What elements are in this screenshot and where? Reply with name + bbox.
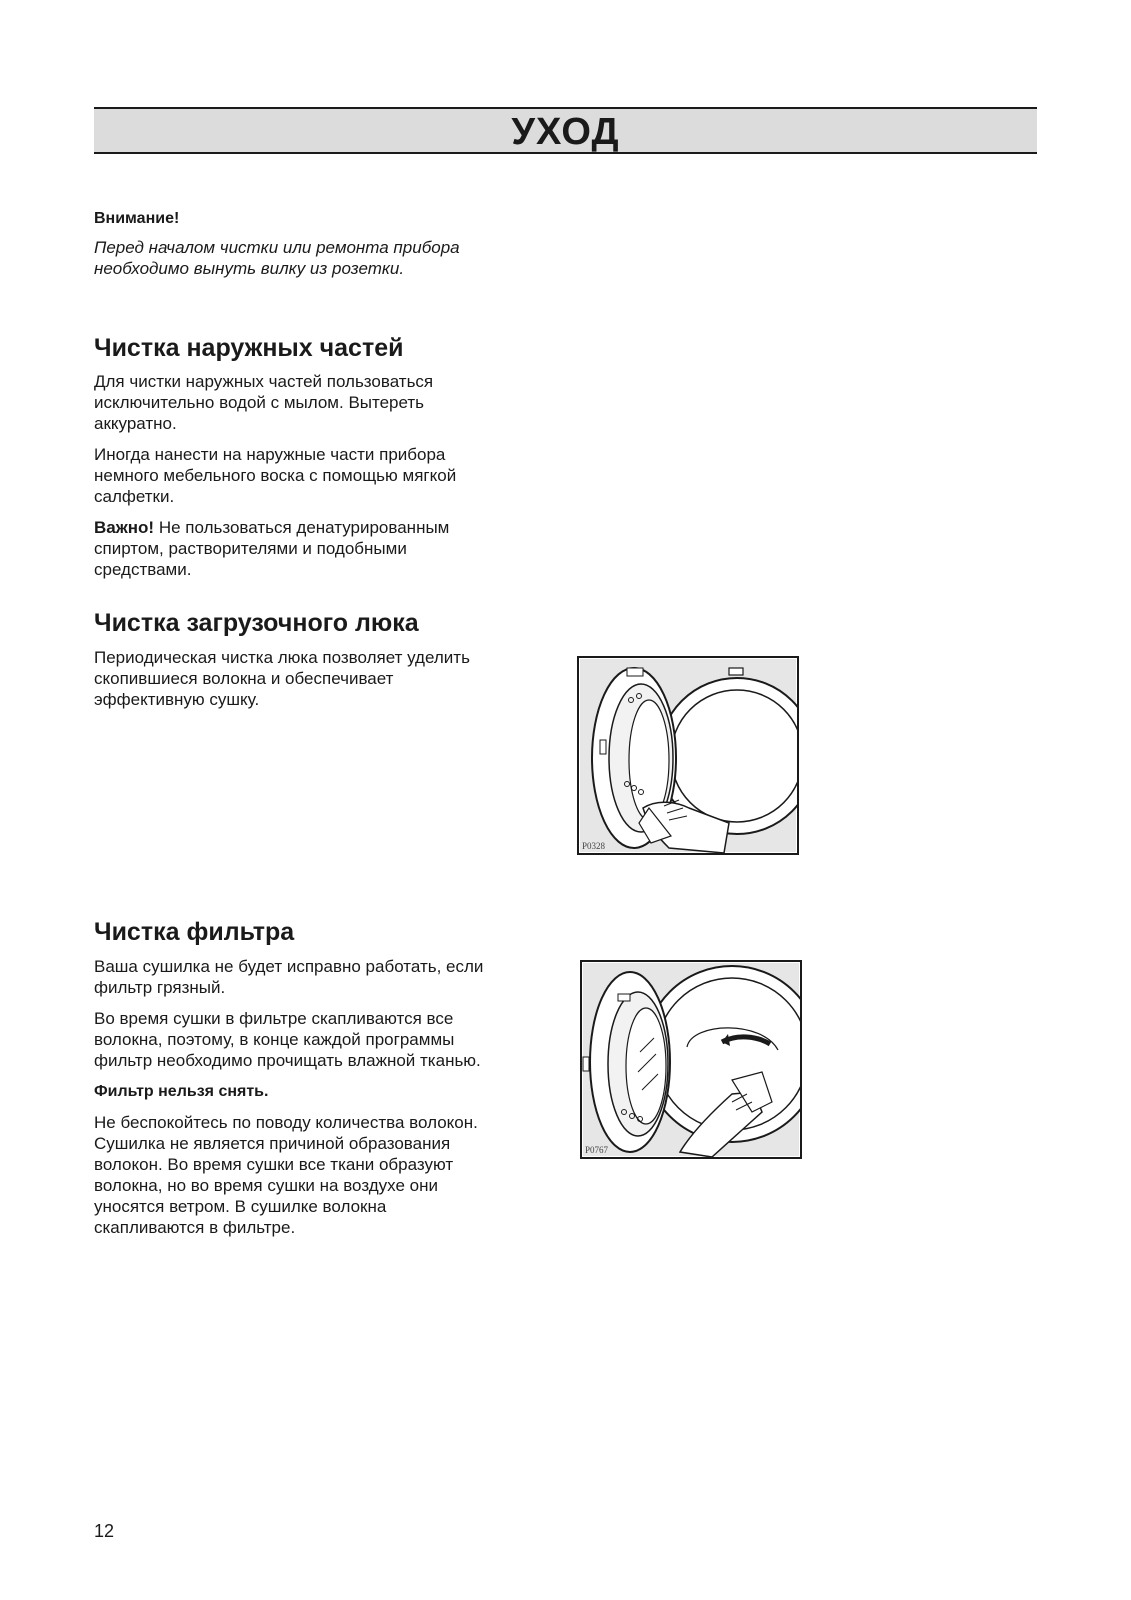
important-label: Важно! [94, 518, 155, 537]
text-line: спиртом, растворителями и подобными [94, 539, 407, 558]
page-title: УХОД [511, 111, 620, 153]
dryer-filter-drawing [582, 962, 800, 1157]
paragraph [94, 1008, 554, 1071]
door-cleaning-illustration [577, 656, 799, 855]
warning-block [94, 208, 554, 279]
text-line: уносятся ветром. В сушилке волокна [94, 1197, 387, 1216]
figure-code: P0328 [582, 841, 606, 851]
text-line: аккуратно. [94, 414, 177, 433]
text-line: средствами. [94, 560, 192, 579]
text-line: Для чистки наружных частей пользоваться [94, 372, 434, 391]
door-text [94, 647, 554, 720]
heading-door-cleaning: Чистка загрузочного люка [94, 609, 419, 637]
text-line: Не пользоваться денатурированным [154, 518, 450, 537]
text-line: фильтр необходимо прочищать влажной тканью. [94, 1051, 481, 1070]
text-line: Сушилка не является причиной образования [94, 1134, 451, 1153]
filter-text [94, 956, 554, 1248]
text-line: исключительно водой с мылом. Вытереть [94, 393, 425, 412]
page-number: 12 [94, 1521, 115, 1541]
dryer-door-drawing [579, 658, 797, 853]
text-line: фильтр грязный. [94, 978, 226, 997]
filter-cleaning-illustration [580, 960, 802, 1159]
text-line: Ваша сушилка не будет исправно работать, если [94, 957, 484, 976]
warning-line: необходимо вынуть вилку из розетки. [94, 259, 405, 278]
text-line: Иногда нанести на наружные части прибора [94, 445, 446, 464]
figure-code: P0767 [585, 1145, 609, 1155]
exterior-text [94, 371, 554, 590]
warning-text [94, 237, 554, 279]
text-line: волокна, поэтому, в конце каждой программы [94, 1030, 455, 1049]
text-line: салфетки. [94, 487, 175, 506]
paragraph [94, 1112, 554, 1238]
paragraph [94, 517, 554, 580]
paragraph [94, 647, 554, 710]
paragraph [94, 444, 554, 507]
warning-heading: Внимание! [94, 210, 180, 227]
text-line: волокна, но во время сушки на воздухе они [94, 1176, 438, 1195]
text-line: Не беспокойтесь по поводу количества волокон. [94, 1113, 478, 1132]
heading-exterior-cleaning: Чистка наружных частей [94, 334, 404, 362]
text-line: скапливаются в фильтре. [94, 1218, 296, 1237]
heading-filter-cleaning: Чистка фильтра [94, 918, 295, 946]
text-line: Во время сушки в фильтре скапливаются все [94, 1009, 454, 1028]
text-line: скопившиеся волокна и обеспечивает [94, 669, 394, 688]
title-band [94, 107, 1037, 154]
text-line: волокон. Во время сушки все ткани образуют [94, 1155, 454, 1174]
filter-note: Фильтр нельзя снять. [94, 1083, 269, 1100]
paragraph [94, 371, 554, 434]
warning-line: Перед началом чистки или ремонта прибора [94, 238, 460, 257]
text-line: Периодическая чистка люка позволяет уделить [94, 648, 470, 667]
text-line: немного мебельного воска с помощью мягкой [94, 466, 457, 485]
text-line: эффективную сушку. [94, 690, 260, 709]
paragraph [94, 956, 554, 998]
